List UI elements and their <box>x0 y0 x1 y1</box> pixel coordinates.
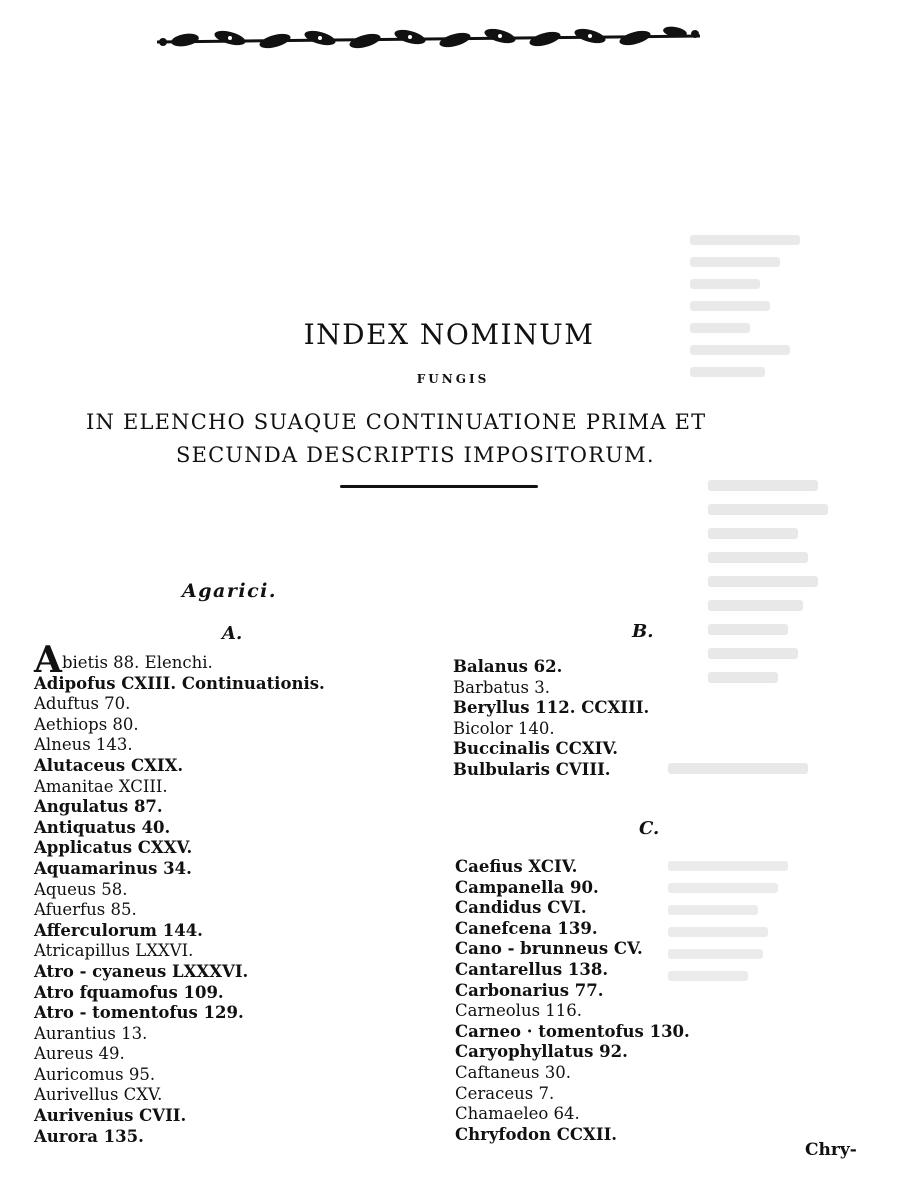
index-entry: Antiquatus 40. <box>34 817 171 837</box>
index-entry: Bicolor 140. <box>453 718 555 738</box>
index-entry: Amanitae XCIII. <box>34 776 168 796</box>
index-entry: Alutaceus CXIX. <box>34 755 184 775</box>
bleed-through-decoration <box>690 225 870 395</box>
page-title: INDEX NOMINUM <box>303 318 595 351</box>
index-entry: Cano - brunneus CV. <box>455 939 643 959</box>
vine-ornament-icon <box>155 24 705 54</box>
index-entry: Canefcena 139. <box>455 918 598 938</box>
index-entry: Caefius XCIV. <box>455 857 578 876</box>
index-entry: Caryophyllatus 92. <box>455 1042 628 1062</box>
index-entry: Applicatus CXXV. <box>34 838 193 858</box>
index-column-c <box>455 857 690 1145</box>
index-entry: Adipofus CXIII. Continuationis. <box>34 673 325 693</box>
index-entry: Afuerfus 85. <box>34 900 137 920</box>
index-entry: Auricomus 95. <box>34 1064 156 1084</box>
index-entry: Campanella 90. <box>455 877 599 897</box>
index-entry: Atricapillus LXXVI. <box>34 941 194 961</box>
letter-heading-b: B. <box>632 621 654 642</box>
letter-heading-a: A. <box>222 623 243 644</box>
index-entry: Aurantius 13. <box>34 1023 148 1043</box>
title-rule <box>340 485 538 488</box>
index-entry: Angulatus 87. <box>34 797 163 817</box>
index-entry: Aethiops 80. <box>34 714 139 734</box>
drop-cap-initial: A <box>34 639 62 681</box>
index-entry: Carbonarius 77. <box>455 980 604 1000</box>
index-entry: Candidus CVI. <box>455 898 587 918</box>
index-entry: Atro - cyaneus LXXXVI. <box>34 961 249 981</box>
subtitle-line-1: IN ELENCHO SUAQUE CONTINUATIONE PRIMA ET <box>86 410 707 434</box>
index-entry: Caftaneus 30. <box>455 1062 572 1082</box>
index-entry: Bulbularis CVIII. <box>453 759 611 779</box>
index-entry: Aureus 49. <box>34 1044 125 1064</box>
index-entry: Chryfodon CCXII. <box>455 1124 618 1144</box>
index-entry: Aurora 135. <box>34 1126 144 1146</box>
index-entry: Aduftus 70. <box>34 694 131 714</box>
index-entry: Atro fquamofus 109. <box>34 982 224 1002</box>
index-entry: Carneo · tomentofus 130. <box>455 1021 690 1041</box>
index-entry: Aurivellus CXV. <box>34 1085 163 1105</box>
index-column-a <box>34 639 325 1147</box>
index-entry: Chamaeleo 64. <box>455 1104 580 1124</box>
subtitle-line-2: SECUNDA DESCRIPTIS IMPOSITORUM. <box>176 443 655 467</box>
index-entry: Aqueus 58. <box>34 879 128 899</box>
index-entry: Buccinalis CCXIV. <box>453 739 619 759</box>
index-entry: Barbatus 3. <box>453 677 550 697</box>
index-column-b <box>453 657 649 781</box>
index-entry: Alneus 143. <box>34 735 133 755</box>
index-entry: Ceraceus 7. <box>455 1083 555 1103</box>
index-entry-text: bietis 88. Elenchi. <box>61 653 213 672</box>
category-heading: Agarici. <box>182 580 277 602</box>
subtitle-fungis: FUNGIS <box>416 372 490 386</box>
letter-heading-c: C. <box>639 818 660 839</box>
index-entry: Afferculorum 144. <box>34 920 203 940</box>
index-entry <box>34 639 325 681</box>
index-entry: Aquamarinus 34. <box>34 858 192 878</box>
bleed-through-decoration <box>668 470 868 690</box>
index-entry: Beryllus 112. CCXIII. <box>453 698 650 718</box>
bleed-through-decoration <box>668 755 828 785</box>
index-entry: Aurivenius CVII. <box>34 1106 187 1126</box>
catchword: Chry- <box>805 1140 857 1160</box>
index-entry: Balanus 62. <box>453 657 563 676</box>
index-entry: Cantarellus 138. <box>455 959 609 979</box>
index-entry: Atro - tomentofus 129. <box>34 1003 244 1023</box>
index-entry: Carneolus 116. <box>455 1001 583 1021</box>
